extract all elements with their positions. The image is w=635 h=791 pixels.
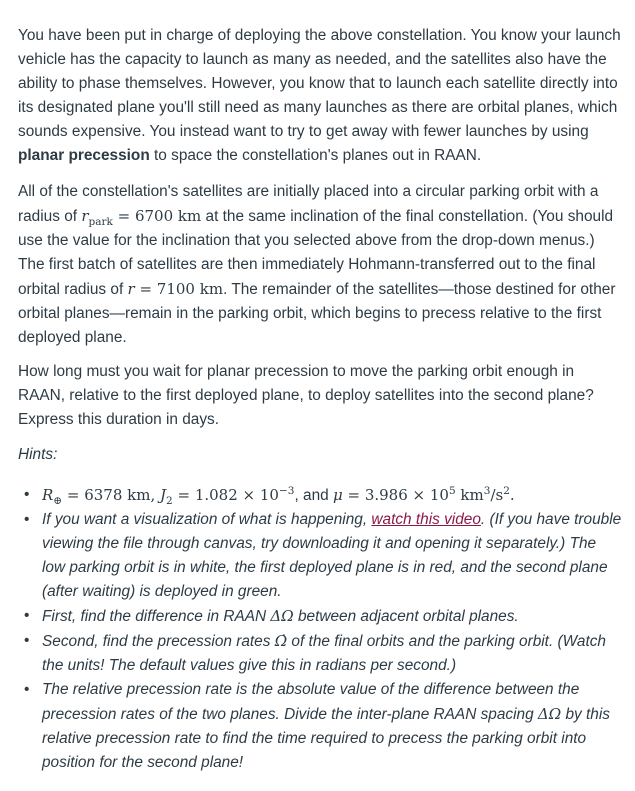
hints-label: Hints: bbox=[18, 446, 58, 463]
hint-precession-rates: • Second, find the precession rates Ω̇ of the final orbits and the parking orbit. (Watch the units! The default values give this in radians per second.) bbox=[24, 629, 622, 678]
r-park-equation: $r_{park} = 6700$ km bbox=[81, 207, 202, 228]
hint-relative-rate: • The relative precession rate is the absolute value of the difference between the precession rates of the two planes. Divide the inter-plane RAAN spacing ΔΩ by this relative precession rate to find the time required to precess the parking orbit into position for the second plane! bbox=[24, 678, 622, 775]
bullet-icon: • bbox=[24, 511, 30, 528]
hint-video: • If you want a visualization of what is happening, watch this video. (If you have trouble viewing the file through canvas, try downloading it and opening it separately.) The low parking orbit is in white, the first deployed plane is in red, and the second plane (after waiting) is deployed in green. bbox=[24, 508, 622, 604]
hint-constants: • $R_\oplus = 6378$ km, $J_2 = 1.082 \times 10^{-3}$, and $\mu = 3.986 \times 10^5$ $km^3/s^2$. bbox=[24, 485, 515, 507]
question-paragraph: How long must you wait for planar precession to move the parking orbit enough in RAAN, relative to the first deployed plane, to deploy satellites into the second plane? Express this duration in days. bbox=[18, 363, 594, 428]
intro-paragraph: You have been put in charge of deploying the above constellation. You know your launch vehicle has the capacity to launch as many as needed, and the satellites also have the ability to phase themselves. However, you know that to launch each satellite directly into its designated plane you'll still need as many launches as there are orbital planes, which sounds expensive. You instead want to try to get away with fewer launches by using planar precession to space the constellation's planes out in RAAN. bbox=[18, 27, 621, 164]
parking-orbit-paragraph: All of the constellation's satellites are initially placed into a circular parking orbit with a radius of $r_{park} = 6700$ km at the same inclination of the final constellation. (You should use the value for the inclination that you selected above from the drop-down menus.) The first batch of satellites are then immediately Hohmann-transferred out to the final orbital radius of r = 7100 km. The remainder of the satellites—those destined for other orbital planes—remain in the parking orbit, which begins to precess relative to the first deployed plane. bbox=[18, 183, 616, 346]
planar-precession-term: planar precession bbox=[18, 147, 150, 164]
r-final-equation: r = 7100 km bbox=[127, 280, 224, 298]
watch-video-link[interactable]: watch this video bbox=[371, 511, 481, 528]
bullet-icon: • bbox=[24, 681, 30, 698]
hints-list bbox=[24, 483, 622, 775]
bullet-icon: • bbox=[24, 632, 30, 649]
bullet-icon: • bbox=[24, 607, 30, 624]
hint-raan-difference: • First, find the difference in RAAN ΔΩ between adjacent orbital planes. bbox=[24, 604, 622, 629]
bullet-icon: • bbox=[24, 486, 30, 503]
